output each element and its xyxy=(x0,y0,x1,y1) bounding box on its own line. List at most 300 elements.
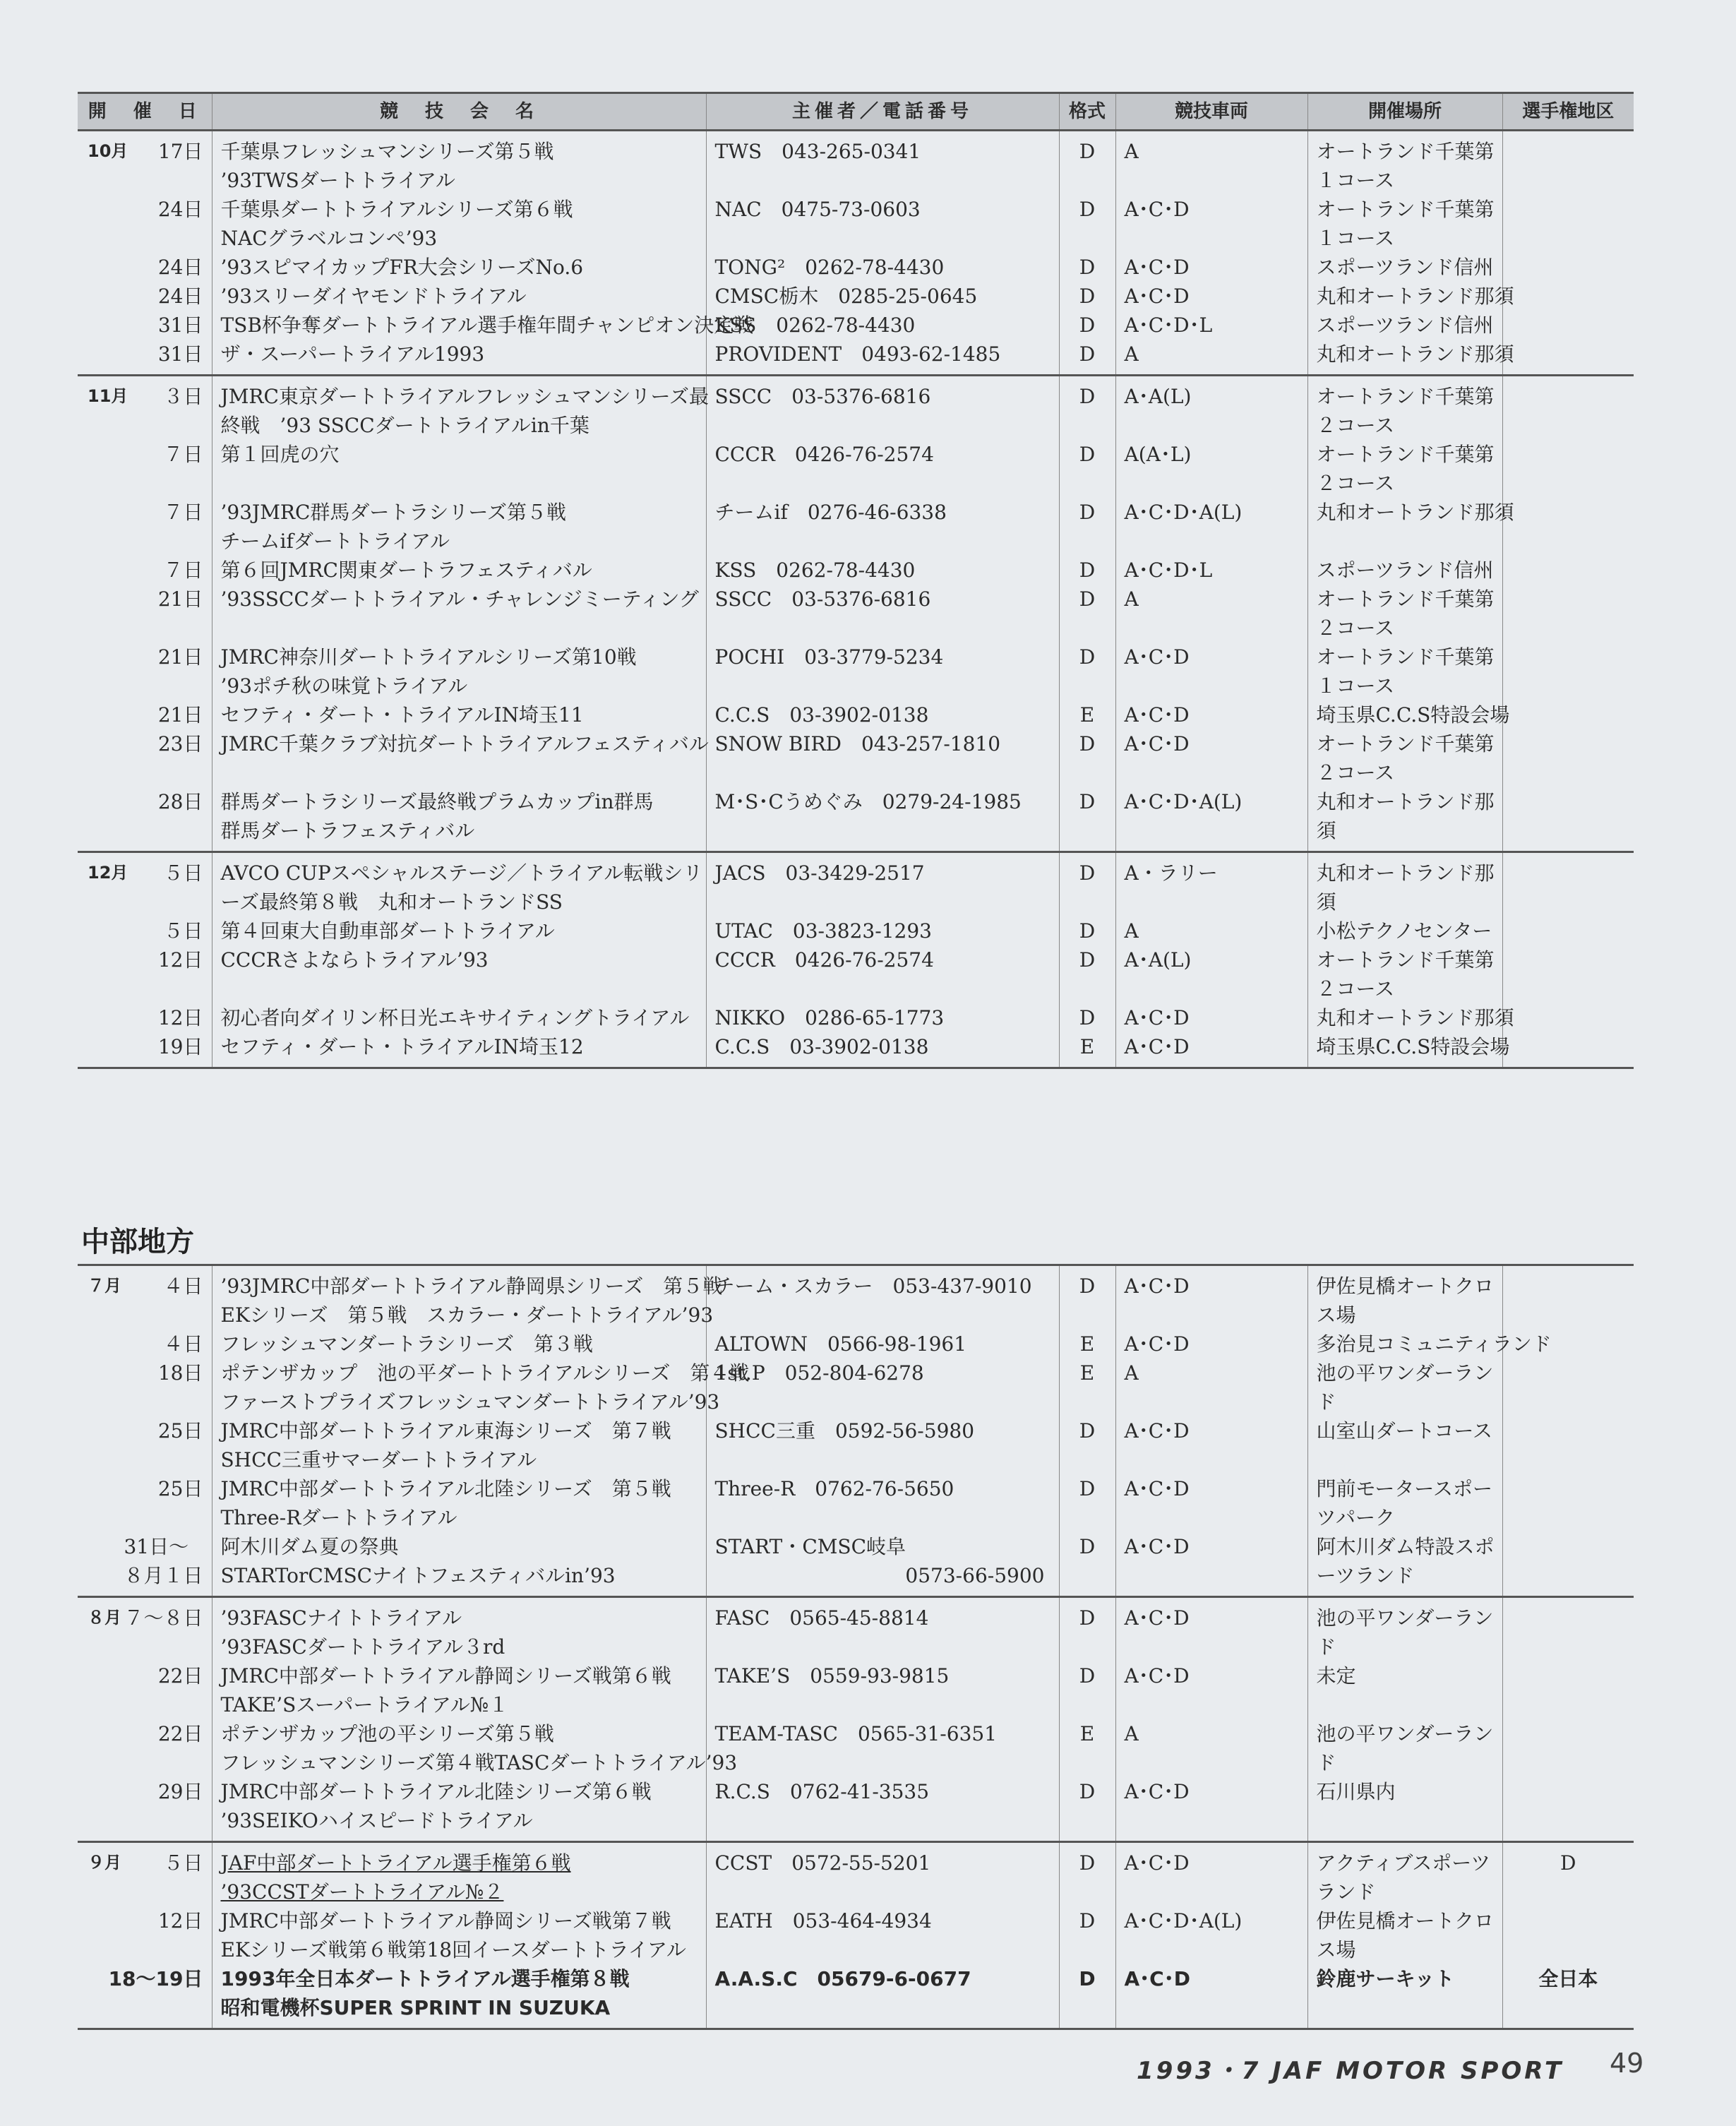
event-format: D xyxy=(1059,729,1115,787)
event-day: 17日 xyxy=(157,140,203,163)
event-organizer xyxy=(706,945,1059,1003)
event-region xyxy=(1502,700,1634,729)
event-format: D xyxy=(1059,1964,1115,2029)
event-venue xyxy=(1307,1532,1502,1597)
event-table-kanto xyxy=(78,92,1634,1069)
cell-line: ２コース xyxy=(1316,616,1395,640)
cell-line: オートランド千葉第 xyxy=(1316,198,1495,221)
event-region xyxy=(1502,787,1634,852)
event-name xyxy=(212,440,706,498)
event-region xyxy=(1502,1003,1634,1032)
event-day: ７日 xyxy=(163,443,203,466)
event-day: 12日 xyxy=(157,1909,203,1933)
cell-line: TONG² 0262-78-4430 xyxy=(714,256,945,279)
event-format: E xyxy=(1059,1358,1115,1416)
event-organizer xyxy=(706,643,1059,700)
table-header-row xyxy=(78,93,1634,131)
cell-line: オートランド千葉第 xyxy=(1316,587,1495,611)
cell-line: 初心者向ダイリン杯日光エキサイティングトライアル xyxy=(220,1006,690,1029)
event-venue xyxy=(1307,852,1502,917)
event-organizer xyxy=(706,131,1059,196)
cell-line: ２コース xyxy=(1316,472,1395,495)
event-name xyxy=(212,1474,706,1532)
cell-line: フレッシュマンダートラシリーズ 第３戦 xyxy=(220,1332,594,1356)
cell-line: １コース xyxy=(1316,674,1395,698)
cell-line: POCHI 03-3779-5234 xyxy=(714,645,944,669)
cell-line: ド xyxy=(1316,1390,1336,1414)
cell-line: SNOW BIRD 043-257-1810 xyxy=(714,732,1001,756)
event-date xyxy=(78,700,212,729)
event-venue xyxy=(1307,282,1514,311)
cell-line: JACS 03-3429-2517 xyxy=(714,861,925,885)
cell-line: TWS 043-265-0341 xyxy=(714,140,921,163)
event-venue xyxy=(1307,1265,1502,1330)
event-vehicle: A･C･D xyxy=(1115,1532,1307,1597)
cell-line: NIKKO 0286-65-1773 xyxy=(714,1006,945,1029)
table-row xyxy=(78,1597,1634,1662)
cell-line: R.C.S 0762-41-3535 xyxy=(714,1780,930,1803)
event-region xyxy=(1502,1358,1634,1416)
cell-line: JMRC中部ダートトライアル北陸シリーズ第６戦 xyxy=(220,1780,652,1803)
event-day: 22日 xyxy=(157,1664,203,1688)
event-date xyxy=(78,945,212,1003)
event-format: D xyxy=(1059,253,1115,282)
event-vehicle: A･C･D xyxy=(1115,282,1307,311)
event-format: D xyxy=(1059,1265,1115,1330)
event-region xyxy=(1502,1777,1634,1842)
event-name xyxy=(212,1265,723,1330)
event-date xyxy=(78,916,212,945)
event-vehicle: A(A･L) xyxy=(1115,440,1307,498)
event-day: ７日 xyxy=(163,501,203,524)
cell-line: 丸和オートランド那須 xyxy=(1316,501,1514,524)
cell-line: フレッシュマンシリーズ第４戦TASCダートトライアル’93 xyxy=(220,1751,738,1774)
event-name xyxy=(212,1906,706,1964)
event-organizer xyxy=(706,585,1059,643)
cell-line: 0573-66-5900 xyxy=(905,1564,1045,1587)
event-venue xyxy=(1307,556,1502,585)
event-date xyxy=(78,1964,212,2029)
cell-line: 阿木川ダム夏の祭典 xyxy=(220,1535,399,1558)
event-organizer xyxy=(706,1661,1059,1719)
cell-line: JMRC東京ダートトライアルフレッシュマンシリーズ最 xyxy=(220,385,710,408)
event-name xyxy=(212,1719,738,1777)
event-organizer xyxy=(706,1906,1059,1964)
event-venue xyxy=(1307,1777,1502,1842)
event-date xyxy=(78,1416,212,1474)
event-format: D xyxy=(1059,585,1115,643)
event-vehicle: A･C･D xyxy=(1115,253,1307,282)
event-name xyxy=(212,195,706,253)
event-organizer xyxy=(706,1532,1059,1597)
event-organizer xyxy=(706,1416,1059,1474)
table-row xyxy=(78,787,1634,852)
event-name xyxy=(212,729,709,787)
event-date xyxy=(78,643,212,700)
cell-line: KSS 0262-78-4430 xyxy=(714,313,916,337)
event-vehicle: A xyxy=(1115,340,1307,376)
event-day: ７〜８日 xyxy=(124,1606,203,1630)
cell-line: 第１回虎の穴 xyxy=(220,443,340,466)
event-day: ４日 xyxy=(163,1332,203,1356)
event-format: E xyxy=(1059,1032,1115,1068)
event-date xyxy=(78,195,212,253)
event-name xyxy=(212,852,706,917)
event-name xyxy=(212,1842,706,1907)
event-name xyxy=(212,945,706,1003)
cell-line: START・CMSC岐阜 xyxy=(714,1535,906,1558)
cell-line: JMRC千葉クラブ対抗ダートトライアルフェスティバル xyxy=(220,732,709,756)
cell-line: 池の平ワンダーラン xyxy=(1316,1361,1494,1385)
event-day: 18日 xyxy=(157,1361,203,1385)
event-day: 21日 xyxy=(157,645,203,669)
event-date xyxy=(78,340,212,376)
event-format: E xyxy=(1059,1330,1115,1358)
cell-line: ーツランド xyxy=(1316,1564,1415,1587)
event-region: D xyxy=(1502,1842,1634,1907)
event-venue xyxy=(1307,1964,1502,2029)
event-vehicle: A･C･D xyxy=(1115,729,1307,787)
event-name xyxy=(212,340,706,376)
event-venue xyxy=(1307,1661,1502,1719)
cell-line: CCCRさよならトライアル’93 xyxy=(220,948,489,972)
event-day: 23日 xyxy=(157,732,203,756)
event-vehicle: A xyxy=(1115,585,1307,643)
event-venue xyxy=(1307,1597,1502,1662)
event-organizer xyxy=(706,787,1059,852)
event-name xyxy=(212,1532,706,1597)
cell-line: 須 xyxy=(1316,890,1336,914)
cell-line: ’93FASCダートトライアル３rd xyxy=(220,1635,505,1659)
header-vehicle: 競技車両 xyxy=(1115,93,1307,131)
event-name xyxy=(212,376,710,441)
month-group xyxy=(78,376,1634,852)
event-region xyxy=(1502,1532,1634,1597)
cell-line: ス場 xyxy=(1316,1303,1356,1327)
event-format: D xyxy=(1059,1906,1115,1964)
table-row xyxy=(78,131,1634,196)
table-row xyxy=(78,1416,1634,1474)
event-format: D xyxy=(1059,376,1115,441)
event-name xyxy=(212,1358,750,1416)
event-date xyxy=(78,1906,212,1964)
cell-line: 伊佐見橋オートクロ xyxy=(1316,1909,1494,1933)
event-date xyxy=(78,1597,212,1662)
cell-line: 伊佐見橋オートクロ xyxy=(1316,1274,1494,1298)
cell-line: ’93スリーダイヤモンドトライアル xyxy=(220,285,527,308)
event-format: D xyxy=(1059,1597,1115,1662)
event-date xyxy=(78,1719,212,1777)
cell-line: FASC 0565-45-8814 xyxy=(714,1606,929,1630)
cell-line: SHCC三重サマーダートトライアル xyxy=(220,1448,537,1471)
event-day: 24日 xyxy=(157,285,203,308)
cell-line: 埼玉県C.C.S特設会場 xyxy=(1316,703,1510,727)
event-venue xyxy=(1307,787,1502,852)
event-format: D xyxy=(1059,1003,1115,1032)
event-region xyxy=(1502,1719,1634,1777)
event-region xyxy=(1502,1474,1634,1532)
event-organizer xyxy=(706,195,1059,253)
event-name xyxy=(212,1330,706,1358)
event-organizer xyxy=(706,1330,1059,1358)
event-vehicle: A･C･D xyxy=(1115,1265,1307,1330)
cell-line: C.C.S 03-3902-0138 xyxy=(714,703,929,727)
cell-line: スポーツランド信州 xyxy=(1316,559,1494,582)
cell-line: JMRC神奈川ダートトライアルシリーズ第10戦 xyxy=(220,645,637,669)
table-row xyxy=(78,282,1634,311)
event-region xyxy=(1502,1906,1634,1964)
event-format: D xyxy=(1059,916,1115,945)
event-organizer xyxy=(706,1719,1059,1777)
cell-line: ポテンザカップ池の平シリーズ第５戦 xyxy=(220,1722,554,1745)
table-row xyxy=(78,916,1634,945)
table-row xyxy=(78,340,1634,376)
cell-line: ’93SSCCダートトライアル・チャレンジミーティング xyxy=(220,587,699,611)
header-event-name: 競 技 会 名 xyxy=(212,93,706,131)
table-row xyxy=(78,1330,1634,1358)
event-venue xyxy=(1307,195,1502,253)
event-region xyxy=(1502,311,1634,340)
event-name xyxy=(212,253,706,282)
event-vehicle: A･C･D xyxy=(1115,1003,1307,1032)
event-region xyxy=(1502,1265,1634,1330)
event-date xyxy=(78,1358,212,1416)
cell-line: 1993年全日本ダートトライアル選手権第８戦 xyxy=(220,1967,630,1990)
cell-line: M･S･Cうめぐみ 0279-24-1985 xyxy=(714,790,1022,813)
event-region xyxy=(1502,253,1634,282)
header-date: 開 催 日 xyxy=(78,93,212,131)
table-row xyxy=(78,585,1634,643)
event-organizer xyxy=(706,282,1059,311)
cell-line: 未定 xyxy=(1316,1664,1356,1688)
event-name xyxy=(212,131,706,196)
event-date xyxy=(78,1842,212,1907)
event-venue xyxy=(1307,1906,1502,1964)
cell-line: ファーストプライズフレッシュマンダートトライアル’93 xyxy=(220,1390,720,1414)
event-vehicle: A･C･D xyxy=(1115,1661,1307,1719)
event-vehicle: A･C･D xyxy=(1115,700,1307,729)
cell-line: ランド xyxy=(1316,1880,1376,1904)
event-day: ４日 xyxy=(163,1274,203,1298)
cell-line: オートランド千葉第 xyxy=(1316,645,1495,669)
event-name xyxy=(212,700,706,729)
event-date xyxy=(78,282,212,311)
event-venue xyxy=(1307,1416,1502,1474)
cell-line: ’93TWSダートトライアル xyxy=(220,169,455,192)
month-group xyxy=(78,1265,1634,1597)
event-name xyxy=(212,787,706,852)
table-row xyxy=(78,700,1634,729)
event-vehicle: A･C･D･A(L) xyxy=(1115,498,1307,556)
cell-line: ’93スピマイカップFR大会シリーズNo.6 xyxy=(220,256,584,279)
event-organizer xyxy=(706,1003,1059,1032)
cell-line: EKシリーズ戦第６戦第18回イースダートトライアル xyxy=(220,1938,686,1961)
event-region xyxy=(1502,131,1634,196)
event-vehicle: A･C･D･A(L) xyxy=(1115,787,1307,852)
event-day: ７日 xyxy=(163,559,203,582)
cell-line: 1st.P 052-804-6278 xyxy=(714,1361,924,1385)
event-day: 25日 xyxy=(157,1477,203,1500)
cell-line: ’93JMRC群馬ダートラシリーズ第５戦 xyxy=(220,501,567,524)
event-name xyxy=(212,1964,706,2029)
event-venue xyxy=(1307,585,1502,643)
cell-line: UTAC 03-3823-1293 xyxy=(714,919,932,943)
cell-line: KSS 0262-78-4430 xyxy=(714,559,916,582)
event-region xyxy=(1502,729,1634,787)
event-venue xyxy=(1307,1003,1514,1032)
event-region xyxy=(1502,340,1634,376)
cell-line: JAF中部ダートトライアル選手権第６戦 xyxy=(220,1851,571,1875)
event-day: ３日 xyxy=(163,385,203,408)
cell-line: １コース xyxy=(1316,169,1395,192)
cell-line: TEAM-TASC 0565-31-6351 xyxy=(714,1722,998,1745)
table-row xyxy=(78,195,1634,253)
event-venue xyxy=(1307,945,1502,1003)
cell-line: オートランド千葉第 xyxy=(1316,732,1495,756)
cell-line: ’93CCSTダートトライアル№２ xyxy=(220,1880,504,1904)
cell-line: SSCC 03-5376-6816 xyxy=(714,385,931,408)
event-date xyxy=(78,787,212,852)
cell-line: 須 xyxy=(1316,819,1336,842)
event-organizer xyxy=(706,1842,1059,1907)
event-organizer xyxy=(706,700,1059,729)
event-day: ５日 xyxy=(163,1851,203,1875)
event-venue xyxy=(1307,340,1514,376)
event-date xyxy=(78,1532,212,1597)
event-name xyxy=(212,1777,706,1842)
event-region xyxy=(1502,440,1634,498)
event-venue xyxy=(1307,916,1502,945)
event-organizer xyxy=(706,852,1059,917)
table-row xyxy=(78,1719,1634,1777)
event-region xyxy=(1502,195,1634,253)
event-organizer xyxy=(706,340,1059,376)
month-group xyxy=(78,852,1634,1068)
event-date xyxy=(78,1003,212,1032)
section-title-chubu: 中部地方 xyxy=(81,1226,194,1258)
event-month: ８月 xyxy=(88,1608,121,1628)
cell-line: ’93ポチ秋の味覚トライアル xyxy=(220,674,468,698)
table-row xyxy=(78,376,1634,441)
event-format: D xyxy=(1059,787,1115,852)
cell-line: スポーツランド信州 xyxy=(1316,313,1494,337)
cell-line: AVCO CUPスペシャルステージ／トライアル転戦シリ xyxy=(220,861,703,885)
event-region xyxy=(1502,498,1634,556)
event-format: D xyxy=(1059,311,1115,340)
cell-line: 池の平ワンダーラン xyxy=(1316,1606,1494,1630)
cell-line: ALTOWN 0566-98-1961 xyxy=(714,1332,967,1356)
cell-line: ーズ最終第８戦 丸和オートランドSS xyxy=(220,890,563,914)
event-venue xyxy=(1307,1358,1502,1416)
table-row xyxy=(78,253,1634,282)
event-region xyxy=(1502,376,1634,441)
event-vehicle: A･C･D･L xyxy=(1115,556,1307,585)
event-region xyxy=(1502,945,1634,1003)
event-vehicle: A･C･D･L xyxy=(1115,311,1307,340)
table-row xyxy=(78,1358,1634,1416)
cell-line: SHCC三重 0592-56-5980 xyxy=(714,1419,975,1443)
table-row xyxy=(78,1003,1634,1032)
month-group xyxy=(78,1842,1634,2029)
table-row xyxy=(78,1777,1634,1842)
event-organizer xyxy=(706,1777,1059,1842)
event-day: 24日 xyxy=(157,198,203,221)
event-vehicle: A xyxy=(1115,916,1307,945)
event-format: D xyxy=(1059,1661,1115,1719)
cell-line: 第４回東大自動車部ダートトライアル xyxy=(220,919,555,943)
event-organizer xyxy=(706,1474,1059,1532)
event-organizer xyxy=(706,376,1059,441)
cell-line: TSB杯争奪ダートトライアル選手権年間チャンピオン決定戦 xyxy=(220,313,754,337)
cell-line: ポテンザカップ 池の平ダートトライアルシリーズ 第４戦 xyxy=(220,1361,750,1385)
cell-line: 多治見コミュニティランド xyxy=(1316,1332,1552,1356)
event-vehicle: A･A(L) xyxy=(1115,376,1307,441)
table-row xyxy=(78,498,1634,556)
event-venue xyxy=(1307,1330,1552,1358)
table-row xyxy=(78,1964,1634,2029)
cell-line: NACグラベルコンペ’93 xyxy=(220,227,438,250)
event-day: 12日 xyxy=(157,948,203,972)
event-venue xyxy=(1307,376,1502,441)
cell-line: １コース xyxy=(1316,227,1395,250)
event-date xyxy=(78,1661,212,1719)
event-name xyxy=(212,498,706,556)
event-date xyxy=(78,1330,212,1358)
event-name xyxy=(212,1032,706,1068)
event-date xyxy=(78,253,212,282)
event-format: D xyxy=(1059,643,1115,700)
event-date xyxy=(78,1032,212,1068)
cell-line: CCCR 0426-76-2574 xyxy=(714,443,934,466)
cell-line: 千葉県ダートトライアルシリーズ第６戦 xyxy=(220,198,573,221)
cell-line: オートランド千葉第 xyxy=(1316,140,1495,163)
event-date xyxy=(78,498,212,556)
cell-line: 丸和オートランド那須 xyxy=(1316,342,1514,366)
table-row xyxy=(78,556,1634,585)
event-month: 11月 xyxy=(88,386,128,406)
cell-line: ド xyxy=(1316,1751,1336,1774)
event-name xyxy=(212,311,754,340)
cell-line: 昭和電機杯SUPER SPRINT IN SUZUKA xyxy=(220,1996,611,2019)
event-format: D xyxy=(1059,498,1115,556)
cell-line: アクティブスポーツ xyxy=(1316,1851,1491,1875)
event-name xyxy=(212,1416,706,1474)
event-date xyxy=(78,556,212,585)
event-venue xyxy=(1307,440,1502,498)
cell-line: 阿木川ダム特設スポ xyxy=(1316,1535,1495,1558)
event-name xyxy=(212,1661,706,1719)
cell-line: 丸和オートランド那 xyxy=(1316,861,1495,885)
event-format: E xyxy=(1059,1719,1115,1777)
event-name xyxy=(212,643,706,700)
event-day: 21日 xyxy=(157,703,203,727)
event-organizer xyxy=(706,498,1059,556)
header-region: 選手権地区 xyxy=(1502,93,1634,131)
event-day-end: ８月１日 xyxy=(124,1564,203,1587)
cell-line: A.A.S.C 05679-6-0677 xyxy=(714,1967,971,1990)
event-day: ５日 xyxy=(163,919,203,943)
table-row xyxy=(78,1661,1634,1719)
cell-line: セフティ・ダート・トライアルIN埼玉12 xyxy=(220,1035,584,1058)
event-date xyxy=(78,376,212,441)
event-vehicle: A･C･D xyxy=(1115,1330,1307,1358)
event-venue xyxy=(1307,311,1502,340)
event-month: 10月 xyxy=(88,141,128,161)
cell-line: 埼玉県C.C.S特設会場 xyxy=(1316,1035,1510,1058)
cell-line: SSCC 03-5376-6816 xyxy=(714,587,931,611)
cell-line: JMRC中部ダートトライアル北陸シリーズ 第５戦 xyxy=(220,1477,671,1500)
cell-line: NAC 0475-73-0603 xyxy=(714,198,921,221)
